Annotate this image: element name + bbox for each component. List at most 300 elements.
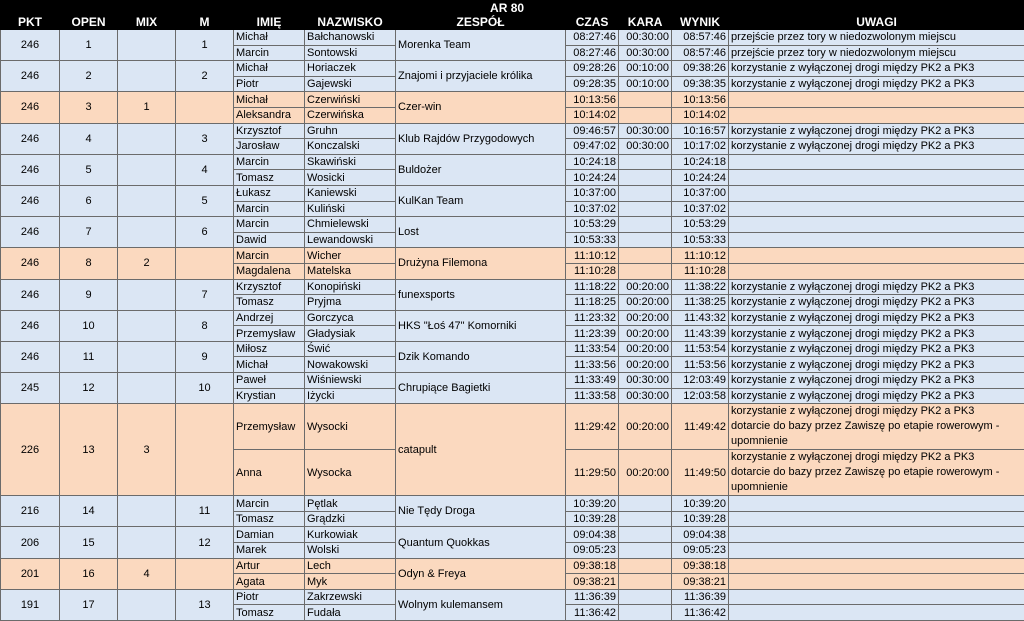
cell-imie: Michał [234, 30, 305, 46]
cell-nazwisko: Zakrzewski [305, 589, 396, 605]
note-line: korzystanie z wyłączonej drogi między PK2 a PK3 [731, 451, 975, 464]
cell-open: 4 [60, 123, 118, 154]
cell-nazwisko: Nowakowski [305, 357, 396, 373]
cell-zespol: Drużyna Filemona [396, 248, 566, 279]
cell-czas: 10:24:18 [566, 154, 619, 170]
cell-m [176, 558, 234, 589]
cell-imie: Marcin [234, 217, 305, 233]
table-row [1, 61, 1024, 77]
cell-uwagi [729, 558, 1024, 574]
cell-uwagi [729, 589, 1024, 605]
cell-wynik: 10:17:02 [672, 139, 729, 155]
cell-nazwisko: Skawiński [305, 154, 396, 170]
cell-wynik: 11:36:42 [672, 605, 729, 621]
cell-imie: Marek [234, 543, 305, 559]
cell-wynik: 10:53:29 [672, 217, 729, 233]
cell-nazwisko: Iżycki [305, 388, 396, 404]
note-line: korzystanie z wyłączonej drogi między PK2 a PK3 [731, 311, 975, 324]
cell-nazwisko: Wiśniewski [305, 373, 396, 389]
cell-mix [118, 496, 176, 527]
cell-uwagi [729, 185, 1024, 201]
cell-mix [118, 341, 176, 372]
cell-pkt: 246 [1, 310, 60, 341]
cell-kara: 00:30:00 [619, 388, 672, 404]
table-row [1, 496, 1024, 512]
cell-czas: 09:04:38 [566, 527, 619, 543]
cell-pkt: 246 [1, 154, 60, 185]
cell-wynik: 11:10:12 [672, 248, 729, 264]
cell-imie: Tomasz [234, 170, 305, 186]
cell-czas: 09:05:23 [566, 543, 619, 559]
cell-zespol: Nie Tędy Droga [396, 496, 566, 527]
note-line: korzystanie z wyłączonej drogi między PK2 a PK3 [731, 389, 975, 402]
cell-wynik: 09:38:26 [672, 61, 729, 77]
cell-czas: 10:39:20 [566, 496, 619, 512]
cell-wynik: 10:37:00 [672, 185, 729, 201]
table-row [1, 373, 1024, 389]
cell-kara [619, 511, 672, 527]
cell-imie: Artur [234, 558, 305, 574]
cell-imie: Marcin [234, 45, 305, 61]
cell-czas: 11:18:25 [566, 295, 619, 311]
cell-nazwisko: Sontowski [305, 45, 396, 61]
cell-kara: 00:10:00 [619, 61, 672, 77]
cell-czas: 11:33:54 [566, 341, 619, 357]
cell-uwagi [729, 30, 1024, 46]
cell-mix [118, 310, 176, 341]
cell-kara: 00:20:00 [619, 310, 672, 326]
cell-imie: Miłosz [234, 341, 305, 357]
cell-kara: 00:20:00 [619, 404, 672, 450]
cell-kara: 00:20:00 [619, 326, 672, 342]
table-row [1, 558, 1024, 574]
note-line: dotarcie do bazy przez Zawiszę po etapie rowerowym - upomnienie [731, 420, 1000, 448]
cell-open: 1 [60, 30, 118, 61]
cell-pkt: 226 [1, 404, 60, 496]
cell-czas: 08:27:46 [566, 45, 619, 61]
cell-uwagi [729, 139, 1024, 155]
cell-m [176, 404, 234, 496]
cell-nazwisko: Wysocki [305, 404, 396, 450]
table-row [1, 248, 1024, 264]
cell-open: 14 [60, 496, 118, 527]
cell-pkt: 246 [1, 61, 60, 92]
cell-nazwisko: Bałchanowski [305, 30, 396, 46]
cell-open: 9 [60, 279, 118, 310]
cell-zespol: funexsports [396, 279, 566, 310]
cell-uwagi [729, 326, 1024, 342]
cell-kara: 00:20:00 [619, 450, 672, 496]
cell-wynik: 10:14:02 [672, 107, 729, 123]
table-row [1, 589, 1024, 605]
cell-czas: 09:46:57 [566, 123, 619, 139]
cell-wynik: 11:53:54 [672, 341, 729, 357]
cell-wynik: 11:36:39 [672, 589, 729, 605]
note-line: korzystanie z wyłączonej drogi między PK2 a PK3 [731, 62, 975, 75]
cell-uwagi [729, 263, 1024, 279]
cell-czas: 11:10:12 [566, 248, 619, 264]
cell-uwagi [729, 511, 1024, 527]
cell-m: 5 [176, 185, 234, 216]
cell-uwagi [729, 217, 1024, 233]
cell-zespol: Czer-win [396, 92, 566, 123]
cell-kara [619, 92, 672, 108]
note-line: korzystanie z wyłączonej drogi między PK2 a PK3 [731, 327, 975, 340]
cell-uwagi [729, 450, 1024, 496]
cell-imie: Łukasz [234, 185, 305, 201]
cell-czas: 11:33:49 [566, 373, 619, 389]
cell-czas: 09:28:35 [566, 76, 619, 92]
cell-pkt: 206 [1, 527, 60, 558]
cell-wynik: 10:53:33 [672, 232, 729, 248]
cell-kara [619, 527, 672, 543]
cell-czas: 11:36:39 [566, 589, 619, 605]
cell-imie: Jarosław [234, 139, 305, 155]
cell-m: 1 [176, 30, 234, 61]
note-line: korzystanie z wyłączonej drogi między PK2 a PK3 [731, 280, 975, 293]
cell-wynik: 11:43:39 [672, 326, 729, 342]
note-line: dotarcie do bazy przez Zawiszę po etapie rowerowym - upomnienie [731, 466, 1000, 494]
cell-nazwisko: Czerwiński [305, 92, 396, 108]
cell-imie: Aleksandra [234, 107, 305, 123]
cell-nazwisko: Fudała [305, 605, 396, 621]
note-line: przejście przez tory w niedozwolonym miejscu [731, 46, 957, 59]
column-header-nazwisko: NAZWISKO [305, 15, 396, 30]
cell-imie: Tomasz [234, 605, 305, 621]
cell-open: 15 [60, 527, 118, 558]
note-line: korzystanie z wyłączonej drogi między PK2 a PK3 [731, 78, 975, 91]
cell-kara: 00:30:00 [619, 45, 672, 61]
cell-kara: 00:20:00 [619, 341, 672, 357]
cell-m: 9 [176, 341, 234, 372]
cell-open: 11 [60, 341, 118, 372]
cell-mix [118, 279, 176, 310]
cell-uwagi [729, 341, 1024, 357]
cell-nazwisko: Pętlak [305, 496, 396, 512]
cell-wynik: 12:03:58 [672, 388, 729, 404]
cell-nazwisko: Kuliński [305, 201, 396, 217]
cell-czas: 11:36:42 [566, 605, 619, 621]
cell-czas: 11:23:32 [566, 310, 619, 326]
cell-uwagi [729, 605, 1024, 621]
cell-pkt: 245 [1, 373, 60, 404]
cell-czas: 11:29:50 [566, 450, 619, 496]
cell-zespol: Klub Rajdów Przygodowych [396, 123, 566, 154]
cell-czas: 10:39:28 [566, 511, 619, 527]
table-row [1, 30, 1024, 46]
note-line: korzystanie z wyłączonej drogi między PK2 a PK3 [731, 343, 975, 356]
cell-zespol: Morenka Team [396, 30, 566, 61]
cell-open: 12 [60, 373, 118, 404]
cell-uwagi [729, 527, 1024, 543]
cell-zespol: Quantum Quokkas [396, 527, 566, 558]
cell-mix [118, 61, 176, 92]
cell-uwagi [729, 373, 1024, 389]
cell-nazwisko: Wysocka [305, 450, 396, 496]
cell-wynik: 09:05:23 [672, 543, 729, 559]
cell-kara: 00:20:00 [619, 295, 672, 311]
cell-mix [118, 589, 176, 620]
cell-kara: 00:30:00 [619, 139, 672, 155]
cell-pkt: 246 [1, 30, 60, 61]
column-header-czas: CZAS [566, 15, 619, 30]
cell-zespol: HKS "Łoś 47" Komorniki [396, 310, 566, 341]
cell-imie: Tomasz [234, 295, 305, 311]
cell-imie: Andrzej [234, 310, 305, 326]
cell-imie: Piotr [234, 76, 305, 92]
column-header-zespol: ZESPÓŁ [396, 15, 566, 30]
cell-imie: Michał [234, 357, 305, 373]
cell-czas: 11:23:39 [566, 326, 619, 342]
table-row [1, 527, 1024, 543]
cell-zespol: Znajomi i przyjaciele królika [396, 61, 566, 92]
cell-kara [619, 248, 672, 264]
cell-zespol: Lost [396, 217, 566, 248]
cell-czas: 08:27:46 [566, 30, 619, 46]
cell-mix [118, 373, 176, 404]
cell-imie: Michał [234, 61, 305, 77]
cell-pkt: 216 [1, 496, 60, 527]
cell-nazwisko: Lech [305, 558, 396, 574]
cell-open: 6 [60, 185, 118, 216]
cell-uwagi [729, 201, 1024, 217]
cell-kara [619, 232, 672, 248]
cell-imie: Marcin [234, 496, 305, 512]
cell-nazwisko: Konopiński [305, 279, 396, 295]
cell-czas: 11:33:58 [566, 388, 619, 404]
cell-czas: 11:33:56 [566, 357, 619, 373]
cell-czas: 10:37:02 [566, 201, 619, 217]
cell-nazwisko: Pryjma [305, 295, 396, 311]
cell-kara: 00:30:00 [619, 30, 672, 46]
note-line: korzystanie z wyłączonej drogi między PK2 a PK3 [731, 124, 975, 137]
cell-wynik: 10:13:56 [672, 92, 729, 108]
cell-uwagi [729, 496, 1024, 512]
cell-m: 10 [176, 373, 234, 404]
cell-m: 6 [176, 217, 234, 248]
cell-mix [118, 527, 176, 558]
cell-czas: 11:10:28 [566, 263, 619, 279]
cell-imie: Przemysław [234, 326, 305, 342]
table-row [1, 123, 1024, 139]
column-header-uwagi: UWAGI [729, 15, 1024, 30]
cell-kara [619, 543, 672, 559]
table-title: AR 80 [396, 1, 619, 15]
cell-m: 3 [176, 123, 234, 154]
cell-m: 7 [176, 279, 234, 310]
cell-czas: 09:47:02 [566, 139, 619, 155]
cell-open: 10 [60, 310, 118, 341]
cell-pkt: 246 [1, 217, 60, 248]
cell-zespol: Dzik Komando [396, 341, 566, 372]
cell-imie: Magdalena [234, 263, 305, 279]
cell-nazwisko: Gruhn [305, 123, 396, 139]
cell-uwagi [729, 248, 1024, 264]
note-line: korzystanie z wyłączonej drogi między PK2 a PK3 [731, 374, 975, 387]
cell-uwagi [729, 310, 1024, 326]
cell-pkt: 246 [1, 279, 60, 310]
cell-wynik: 08:57:46 [672, 45, 729, 61]
cell-wynik: 11:49:50 [672, 450, 729, 496]
cell-nazwisko: Myk [305, 574, 396, 590]
cell-kara [619, 496, 672, 512]
cell-wynik: 09:38:18 [672, 558, 729, 574]
cell-pkt: 191 [1, 589, 60, 620]
cell-kara [619, 605, 672, 621]
cell-wynik: 10:24:18 [672, 154, 729, 170]
cell-nazwisko: Matelska [305, 263, 396, 279]
cell-wynik: 10:16:57 [672, 123, 729, 139]
cell-wynik: 11:10:28 [672, 263, 729, 279]
table-row [1, 92, 1024, 108]
cell-uwagi [729, 45, 1024, 61]
cell-wynik: 11:53:56 [672, 357, 729, 373]
cell-imie: Anna [234, 450, 305, 496]
title-spacer [1, 1, 396, 15]
cell-kara [619, 170, 672, 186]
cell-pkt: 246 [1, 248, 60, 279]
cell-czas: 09:38:18 [566, 558, 619, 574]
cell-kara [619, 217, 672, 233]
cell-nazwisko: Horiaczek [305, 61, 396, 77]
column-header-kara: KARA [619, 15, 672, 30]
cell-kara [619, 185, 672, 201]
cell-kara [619, 107, 672, 123]
cell-czas: 10:37:00 [566, 185, 619, 201]
cell-kara: 00:30:00 [619, 123, 672, 139]
cell-czas: 11:29:42 [566, 404, 619, 450]
cell-mix [118, 123, 176, 154]
cell-nazwisko: Wicher [305, 248, 396, 264]
cell-m: 11 [176, 496, 234, 527]
cell-pkt: 201 [1, 558, 60, 589]
header-row [1, 15, 1024, 30]
cell-uwagi [729, 232, 1024, 248]
cell-wynik: 11:49:42 [672, 404, 729, 450]
cell-uwagi [729, 295, 1024, 311]
cell-uwagi [729, 388, 1024, 404]
cell-pkt: 246 [1, 341, 60, 372]
cell-uwagi [729, 543, 1024, 559]
cell-nazwisko: Czerwińska [305, 107, 396, 123]
cell-nazwisko: Wolski [305, 543, 396, 559]
cell-imie: Przemysław [234, 404, 305, 450]
column-header-m: M [176, 15, 234, 30]
cell-imie: Dawid [234, 232, 305, 248]
cell-imie: Krzysztof [234, 123, 305, 139]
cell-open: 13 [60, 404, 118, 496]
cell-wynik: 09:38:21 [672, 574, 729, 590]
cell-imie: Michał [234, 92, 305, 108]
cell-mix [118, 217, 176, 248]
note-line: korzystanie z wyłączonej drogi między PK2 a PK3 [731, 405, 975, 418]
cell-czas: 09:38:21 [566, 574, 619, 590]
column-header-mix: MIX [118, 15, 176, 30]
title-spacer-right [619, 1, 1024, 15]
cell-open: 17 [60, 589, 118, 620]
cell-nazwisko: Lewandowski [305, 232, 396, 248]
cell-m: 8 [176, 310, 234, 341]
cell-zespol: Buldożer [396, 154, 566, 185]
cell-kara: 00:20:00 [619, 357, 672, 373]
cell-imie: Marcin [234, 154, 305, 170]
note-line: korzystanie z wyłączonej drogi między PK2 a PK3 [731, 296, 975, 309]
cell-wynik: 10:39:20 [672, 496, 729, 512]
cell-nazwisko: Konczalski [305, 139, 396, 155]
cell-uwagi [729, 279, 1024, 295]
cell-czas: 10:53:33 [566, 232, 619, 248]
cell-zespol: Chrupiące Bagietki [396, 373, 566, 404]
cell-nazwisko: Kurkowiak [305, 527, 396, 543]
cell-open: 7 [60, 217, 118, 248]
cell-nazwisko: Chmielewski [305, 217, 396, 233]
cell-czas: 11:18:22 [566, 279, 619, 295]
table-row [1, 341, 1024, 357]
cell-kara: 00:30:00 [619, 373, 672, 389]
cell-kara [619, 589, 672, 605]
cell-uwagi [729, 574, 1024, 590]
cell-kara: 00:20:00 [619, 279, 672, 295]
cell-open: 2 [60, 61, 118, 92]
cell-mix: 3 [118, 404, 176, 496]
cell-m [176, 92, 234, 123]
cell-uwagi [729, 170, 1024, 186]
cell-wynik: 09:38:35 [672, 76, 729, 92]
cell-mix [118, 154, 176, 185]
cell-wynik: 09:04:38 [672, 527, 729, 543]
cell-czas: 10:14:02 [566, 107, 619, 123]
cell-zespol: Wolnym kulemansem [396, 589, 566, 620]
cell-wynik: 11:43:32 [672, 310, 729, 326]
cell-nazwisko: Grądzki [305, 511, 396, 527]
cell-zespol: catapult [396, 404, 566, 496]
cell-czas: 10:53:29 [566, 217, 619, 233]
cell-kara [619, 558, 672, 574]
note-line: korzystanie z wyłączonej drogi między PK2 a PK3 [731, 358, 975, 371]
cell-czas: 10:13:56 [566, 92, 619, 108]
table-row [1, 404, 1024, 450]
cell-pkt: 246 [1, 92, 60, 123]
cell-nazwisko: Gajewski [305, 76, 396, 92]
cell-open: 3 [60, 92, 118, 123]
cell-nazwisko: Gładysiak [305, 326, 396, 342]
cell-imie: Marcin [234, 201, 305, 217]
cell-zespol: KulKan Team [396, 185, 566, 216]
cell-uwagi [729, 357, 1024, 373]
cell-imie: Piotr [234, 589, 305, 605]
cell-open: 8 [60, 248, 118, 279]
cell-nazwisko: Gorczyca [305, 310, 396, 326]
cell-czas: 09:28:26 [566, 61, 619, 77]
cell-nazwisko: Kaniewski [305, 185, 396, 201]
cell-mix [118, 185, 176, 216]
cell-uwagi [729, 92, 1024, 108]
cell-wynik: 12:03:49 [672, 373, 729, 389]
cell-mix [118, 30, 176, 61]
cell-m: 4 [176, 154, 234, 185]
cell-nazwisko: Wosicki [305, 170, 396, 186]
cell-imie: Krystian [234, 388, 305, 404]
column-header-wynik: WYNIK [672, 15, 729, 30]
cell-mix: 1 [118, 92, 176, 123]
cell-imie: Damian [234, 527, 305, 543]
note-line: przejście przez tory w niedozwolonym miejscu [731, 31, 957, 44]
cell-imie: Tomasz [234, 511, 305, 527]
cell-imie: Marcin [234, 248, 305, 264]
cell-uwagi [729, 404, 1024, 450]
column-header-imie: IMIĘ [234, 15, 305, 30]
cell-kara [619, 263, 672, 279]
